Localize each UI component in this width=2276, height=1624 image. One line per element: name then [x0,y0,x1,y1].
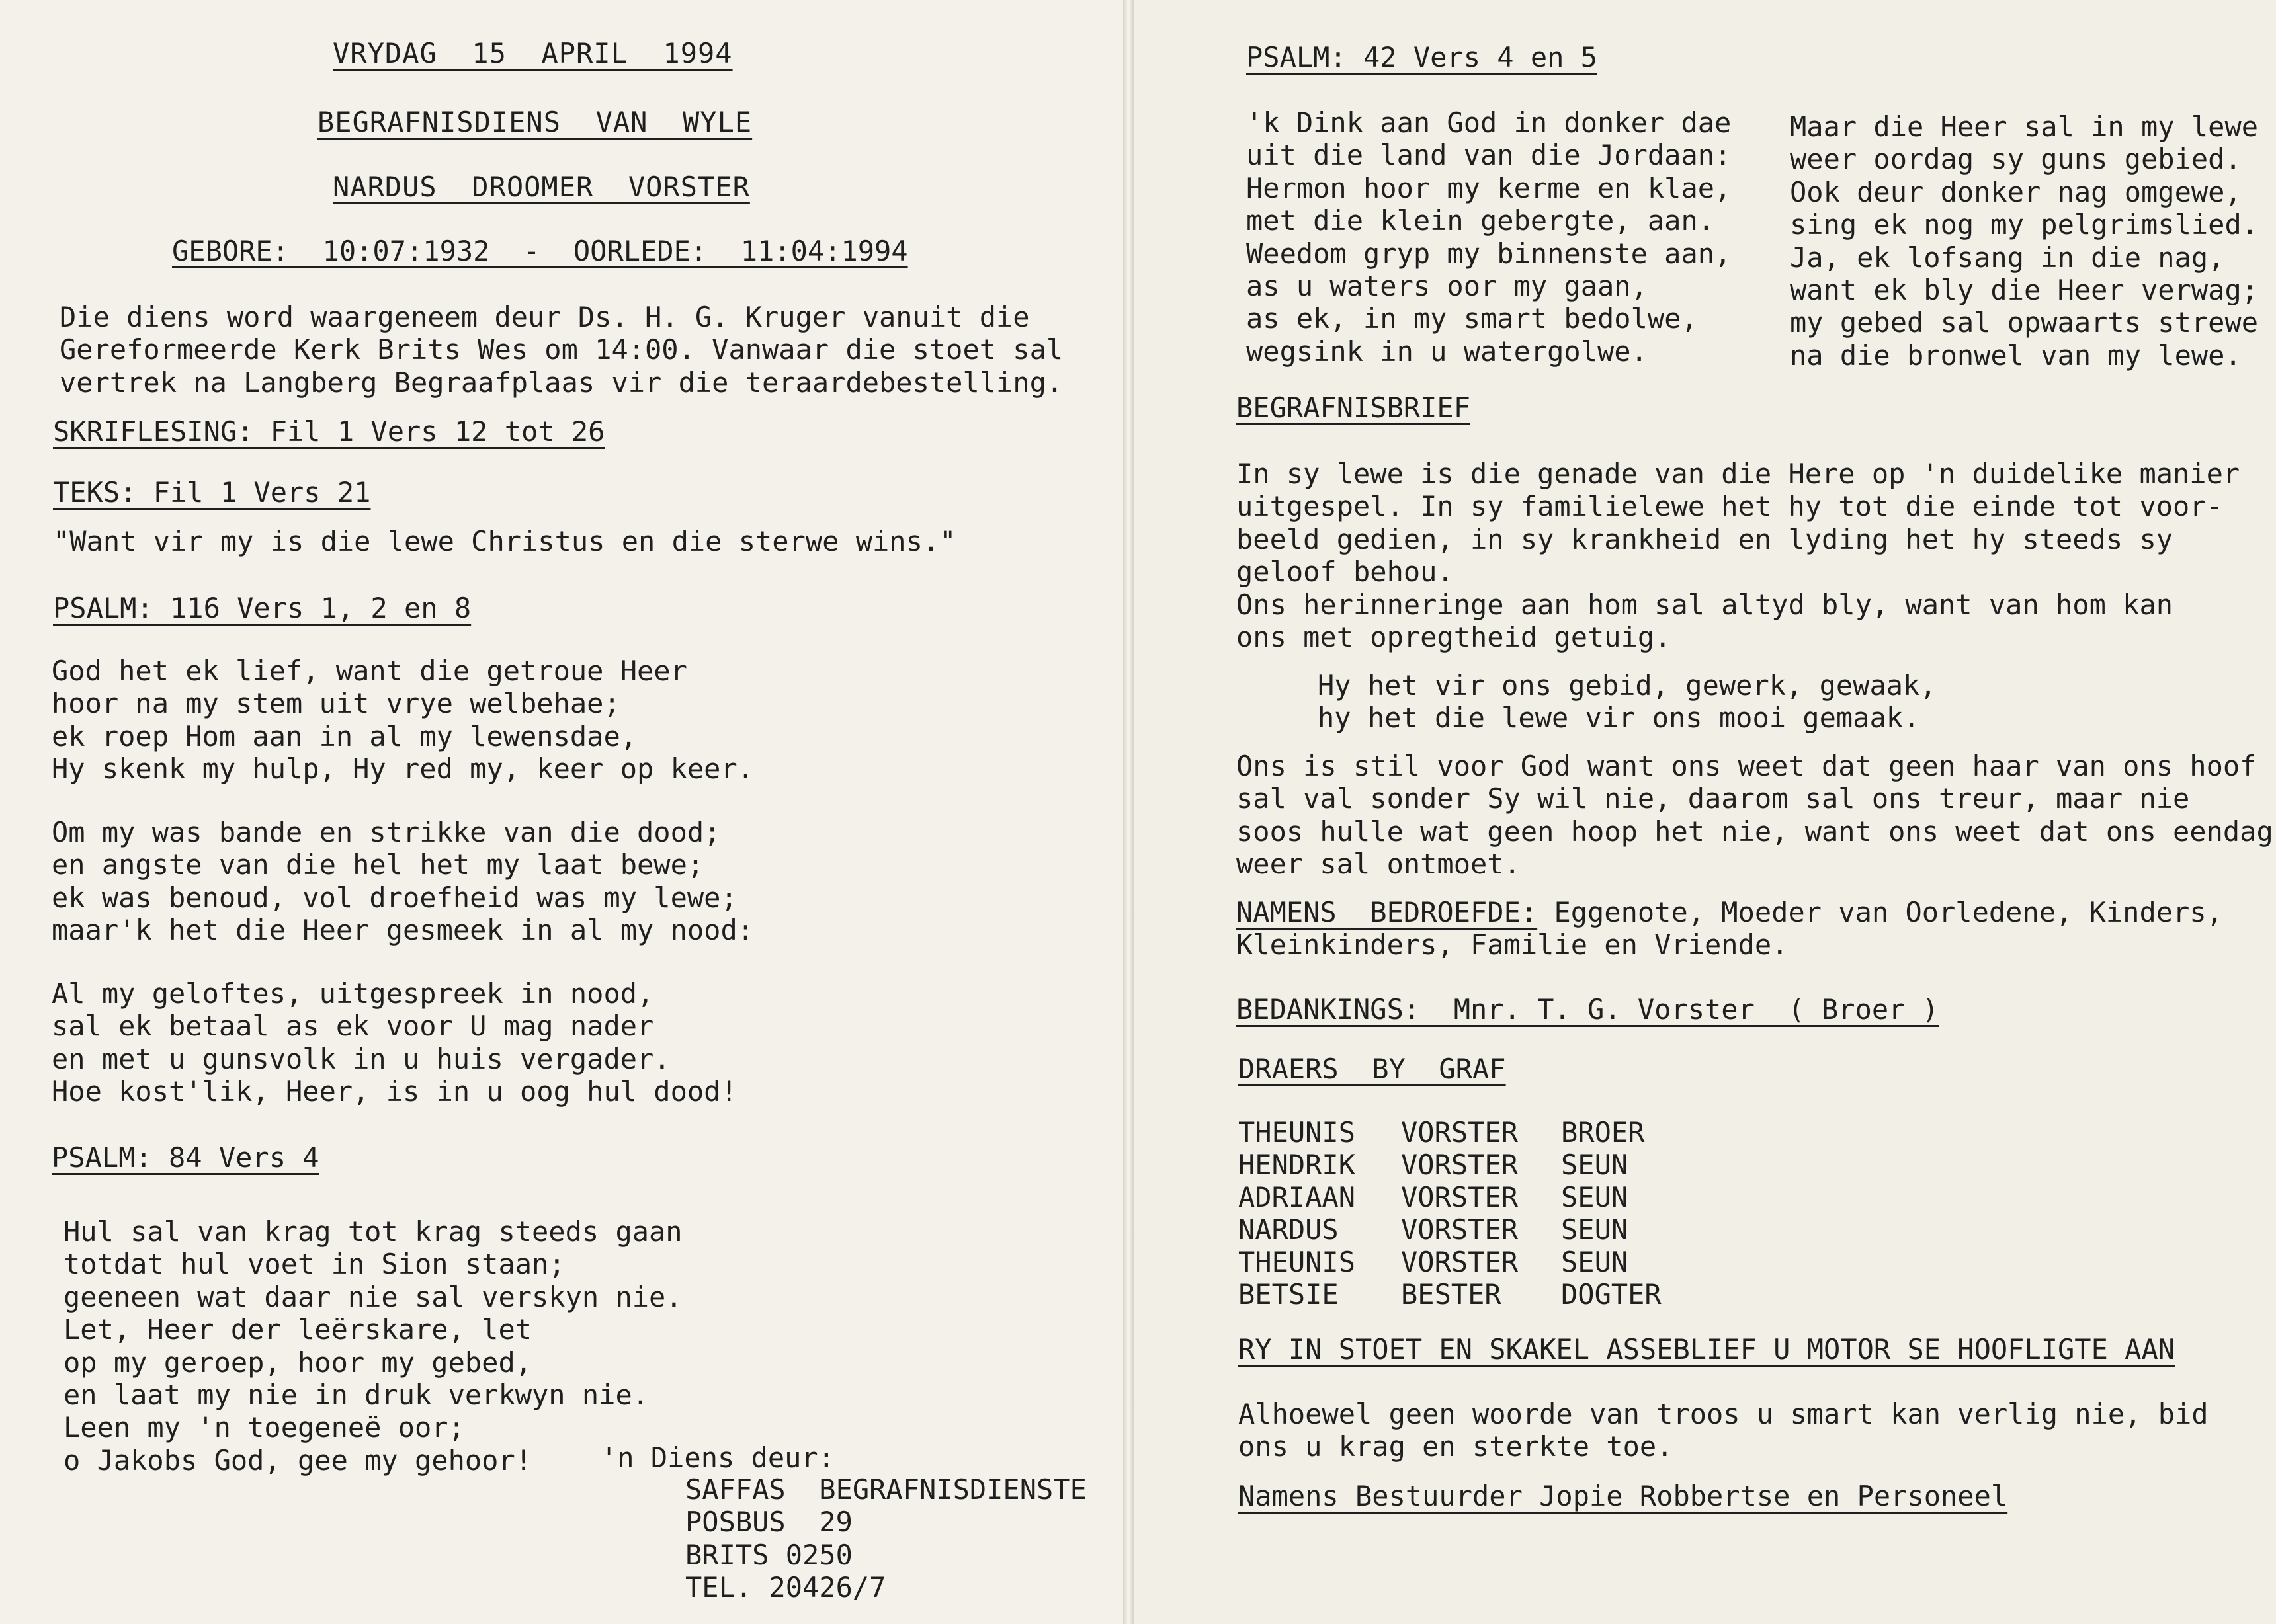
text-heading: TEKS: Fil 1 Vers 21 [53,476,371,508]
signature-line: Namens Bestuurder Jopie Robbertse en Personeel [1238,1480,2008,1512]
left-page [0,0,1124,1624]
letter-poem: Hy het vir ons gebid, gewerk, gewaak, hy het die lewe vir ons mooi gemaak. [1318,669,1937,735]
date-line: VRYDAG 15 APRIL 1994 [333,37,733,69]
letter-paragraph-1: In sy lewe is die genade van die Here op 'n duidelike manier uitgespel. In sy familielewe het hy tot die einde tot voor- beeld gedien, in sy krankheid en lyding het hy steeds sy geloof behou. Ons herinneringe aan hom sal altyd bly, want van hom kan ons met opregtheid getuig. [1236,458,2240,654]
bearer-first: BETSIE [1238,1278,1339,1311]
deceased-name: NARDUS DROOMER VORSTER [333,171,750,203]
mourners-label: NAMENS BEDROEFDE: [1236,896,1538,928]
bearer-first: THEUNIS [1238,1246,1356,1278]
psalm116-verse-1: God het ek lief, want die getroue Heer hoor na my stem uit vrye welbehae; ek roep Hom aan in al my lewensdae, Hy skenk my hulp, Hy red my, keer op keer. [52,655,755,786]
bearer-relation: DOGTER [1561,1278,1662,1311]
procession-notice: RY IN STOET EN SKAKEL ASSEBLIEF U MOTOR SE HOOFLIGTE AAN [1238,1333,2175,1365]
psalm116-verse-3: Al my geloftes, uitgespreek in nood, sal ek betaal as ek voor U mag nader en met u gunsvolk in u huis vergader. Hoe kost'lik, Heer, is in u oog hul dood! [52,977,738,1108]
bearer-last: BESTER [1401,1278,1501,1311]
bearer-relation: SEUN [1561,1246,1628,1278]
bearer-first: NARDUS [1238,1213,1339,1246]
mourners-line [1236,896,2223,928]
letter-paragraph-2: Ons is stil voor God want ons weet dat geen haar van ons hoof sal val sonder Sy wil nie, daarom sal ons treur, maar nie soos hulle wat geen hoop het nie, want ons weet dat ons eendag weer sal ontmoet. [1236,750,2273,881]
psalm84-heading: PSALM: 84 Vers 4 [52,1141,319,1174]
mourners-line-2: Kleinkinders, Familie en Vriende. [1236,928,1789,961]
bearer-last: VORSTER [1401,1246,1519,1278]
thanks-line: BEDANKINGS: Mnr. T. G. Vorster ( Broer ) [1236,993,1939,1026]
birth-death-line: GEBORE: 10:07:1932 - OORLEDE: 11:04:1994 [172,235,908,267]
psalm42-col-2: Maar die Heer sal in my lewe weer oordag sy guns gebied. Ook deur donker nag omgewe, sing ek nog my pelgrimslied. Ja, ek lofsang in die nag, want ek bly die Heer verwag; my gebed sal opwaarts strewe na die bronwel van my lewe. [1790,110,2259,372]
scripture-heading: SKRIFLESING: Fil 1 Vers 12 tot 26 [53,415,605,448]
service-by-label: 'n Diens deur: [601,1441,835,1474]
undertaker-details: SAFFAS BEGRAFNISDIENSTE POSBUS 29 BRITS 0250 TEL. 20426/7 [685,1473,1087,1604]
psalm84-verse: Hul sal van krag tot krag steeds gaan totdat hul voet in Sion staan; geeneen wat daar nie sal verskyn nie. Let, Heer der leërskare, let op my geroep, hoor my gebed, en laat my nie in druk verkwyn nie. Leen my 'n toegeneë oor; o Jakobs God, gee my gehoor! [63,1215,683,1477]
service-intro: Die diens word waargeneem deur Ds. H. G. Kruger vanuit die Gereformeerde Kerk Brits Wes om 14:00. Vanwaar die stoet sal vertrek na Langberg Begraafplaas vir die teraardebestelling. [60,301,1064,399]
bearer-relation: SEUN [1561,1213,1628,1246]
text-quote: "Want vir my is die lewe Christus en die sterwe wins." [53,525,956,557]
bearer-last: VORSTER [1401,1213,1519,1246]
bearer-first: HENDRIK [1238,1149,1356,1181]
mourners-list: Eggenote, Moeder van Oorledene, Kinders, [1537,896,2223,928]
bearer-last: VORSTER [1401,1149,1519,1181]
bearer-last: VORSTER [1401,1181,1519,1213]
bearer-first: ADRIAAN [1238,1181,1356,1213]
psalm42-heading: PSALM: 42 Vers 4 en 5 [1246,41,1598,73]
bearer-first: THEUNIS [1238,1116,1356,1149]
bearer-relation: SEUN [1561,1181,1628,1213]
psalm116-verse-2: Om my was bande en strikke van die dood; en angste van die hel het my laat bewe; ek was benoud, vol droefheid was my lewe; maar'k het die Heer gesmeek in al my nood: [52,816,755,947]
bearer-relation: SEUN [1561,1149,1628,1181]
bearer-relation: BROER [1561,1116,1645,1149]
condolence-message: Alhoewel geen woorde van troos u smart kan verlig nie, bid ons u krag en sterkte toe. [1238,1398,2209,1463]
service-title: BEGRAFNISDIENS VAN WYLE [317,106,753,138]
bearer-last: VORSTER [1401,1116,1519,1149]
right-page [1134,0,2276,1624]
bearers-heading: DRAERS BY GRAF [1238,1053,1506,1085]
psalm116-heading: PSALM: 116 Vers 1, 2 en 8 [53,592,472,624]
psalm42-col-1: 'k Dink aan God in donker dae uit die land van die Jordaan: Hermon hoor my kerme en klae, met die klein gebergte, aan. Weedom gryp my binnenste aan, as u waters oor my gaan, as ek, in my smart bedolwe, wegsink in u watergolwe. [1246,106,1732,368]
letter-heading: BEGRAFNISBRIEF [1236,391,1471,424]
